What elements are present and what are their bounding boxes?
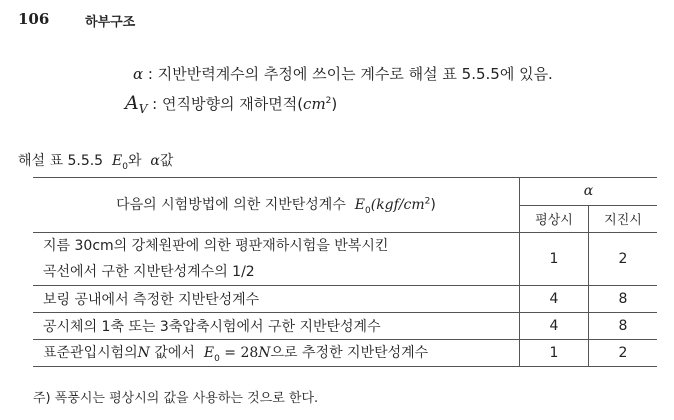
- normal-value: 1: [520, 233, 589, 286]
- method-cell: [33, 233, 520, 286]
- unit-superscript: 2: [325, 96, 332, 106]
- method-header-e0: E: [354, 197, 365, 214]
- av-symbol: A: [125, 92, 139, 114]
- method-header-unit-close: ): [430, 197, 436, 214]
- n-symbol: N: [137, 345, 150, 362]
- method-header-unit-sup: 2: [424, 196, 431, 207]
- table-row: [33, 233, 657, 286]
- e0-subscript: 0: [214, 353, 220, 364]
- caption-label: 해설 표 5.5.5: [18, 153, 104, 169]
- caption-mid: 와: [127, 153, 142, 169]
- unit-cm: cm: [303, 95, 326, 113]
- quake-value: 8: [589, 313, 658, 340]
- method-text-part: 값에서: [154, 345, 195, 362]
- definition-av: [125, 92, 337, 116]
- caption-suffix: 값: [159, 153, 174, 169]
- normal-value: 1: [520, 340, 589, 367]
- method-header-unit: (kgf/cm: [370, 197, 425, 214]
- running-title: 하부구조: [85, 15, 136, 30]
- method-text-part: 표준관입시험의: [43, 345, 138, 362]
- definition-alpha: [133, 63, 553, 84]
- col-quake-header: 지진시: [589, 205, 658, 233]
- alpha-symbol: α: [133, 65, 144, 83]
- normal-value: 4: [520, 313, 589, 340]
- quake-value: 2: [589, 233, 658, 286]
- method-header: [33, 178, 520, 233]
- e0-symbol: E: [203, 345, 215, 362]
- caption-alpha: α: [150, 153, 160, 169]
- definition-colon: :: [147, 95, 162, 113]
- table-row: [33, 286, 657, 313]
- quake-value: 8: [589, 286, 658, 313]
- n-symbol: N: [258, 345, 271, 362]
- method-cell: [33, 340, 520, 367]
- unit-paren-close: ): [331, 95, 338, 113]
- definition-av-text: 연직방향의 재하면적: [162, 95, 298, 113]
- table-caption: [18, 150, 173, 172]
- method-header-e0-sub: 0: [365, 205, 371, 216]
- normal-value: 4: [520, 286, 589, 313]
- method-cell: 공시체의 1축 또는 3축압축시험에서 구한 지반탄성계수: [33, 313, 520, 340]
- coefficient-table: [33, 177, 657, 367]
- table-header-row: [33, 178, 657, 206]
- alpha-header: α: [520, 178, 658, 206]
- method-text-part: 으로 추정한 지반탄성계수: [270, 345, 429, 362]
- equation-value: = 28: [224, 345, 259, 362]
- unit-paren-open: (: [297, 95, 304, 113]
- method-header-text: 다음의 시험방법에 의한 지반탄성계수: [116, 197, 346, 214]
- col-normal-header: 평상시: [520, 205, 589, 233]
- caption-e0-sub: 0: [122, 161, 128, 172]
- footnote: 주) 폭풍시는 평상시의 값을 사용하는 것으로 한다.: [33, 391, 319, 406]
- method-cell: 보링 공내에서 측정한 지반탄성계수: [33, 286, 520, 313]
- table-row: [33, 313, 657, 340]
- quake-value: 2: [589, 340, 658, 367]
- method-text-line: 곡선에서 구한 지반탄성계수의 1/2: [43, 264, 255, 280]
- page-number: 106: [18, 10, 50, 28]
- av-subscript: V: [138, 102, 148, 116]
- definition-colon: :: [143, 65, 158, 83]
- definition-alpha-text: 지반반력계수의 추정에 쓰이는 계수로 해설 표 5.5.5에 있음.: [157, 65, 553, 83]
- table-row: [33, 340, 657, 367]
- method-text-line: 지름 30cm의 강체원판에 의한 평판재하시험을 반복시킨: [43, 238, 389, 254]
- caption-e0: E: [112, 153, 123, 169]
